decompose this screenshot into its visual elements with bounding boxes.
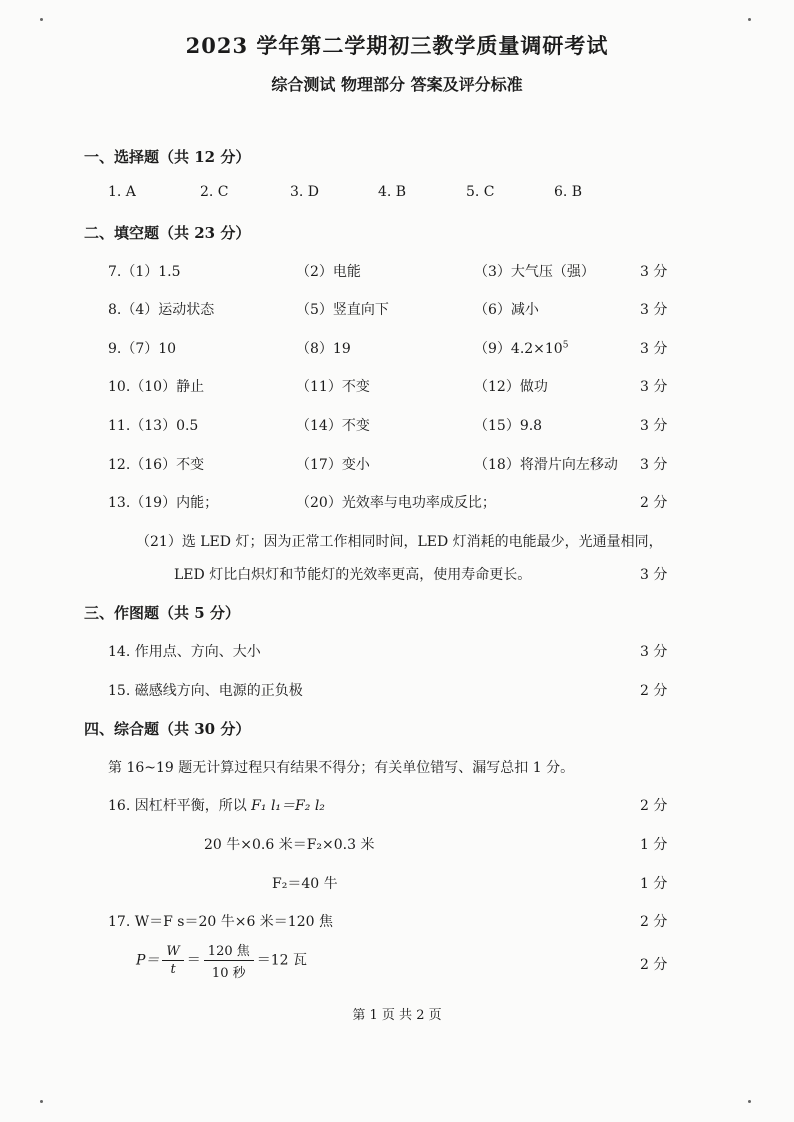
- fill-answer: （17）变小: [296, 457, 370, 473]
- mcq-answer: 6. B: [554, 184, 583, 200]
- score: 2 分: [640, 957, 668, 973]
- torque-formula: F₁ l₁＝F₂ l₂: [251, 798, 325, 814]
- q13-21-line2: LED 灯比白炽灯和节能灯的光效率更高，使用寿命更长。: [174, 567, 532, 583]
- fill-answer: （15）9.8: [474, 418, 543, 434]
- fill-answer: （3）大气压（强）: [474, 264, 595, 280]
- fill-answer: 11.（13）0.5: [108, 418, 199, 434]
- fill-answer: （18）将滑片向左移动: [474, 457, 618, 473]
- q17-power-formula: [136, 940, 307, 981]
- fill-answer-with-exponent: $(9)4.2\times 10^5$: [474, 340, 569, 357]
- q17-line1: 17. W＝F s＝20 牛×6 米＝120 焦: [108, 914, 333, 930]
- q13-21-line1: （21）选 LED 灯；因为正常工作相同时间，LED 灯消耗的电能最少，光通量相同，: [136, 534, 663, 550]
- power-lhs: P＝: [136, 952, 160, 969]
- fraction-numerator: 120 焦: [204, 940, 254, 961]
- fill-answer: （2）电能: [296, 264, 361, 280]
- section-heading-choice: 一、选择题（共 12 分）: [84, 148, 251, 166]
- fill-answer: 8.（4）运动状态: [108, 302, 215, 318]
- fill-answer: 13.（19）内能；: [108, 495, 219, 511]
- score: 1 分: [640, 837, 668, 853]
- score: 2 分: [640, 798, 668, 814]
- score: 3 分: [640, 457, 668, 473]
- page-footer: 第 1 页 共 2 页: [352, 1008, 442, 1023]
- fill-answer: （11）不变: [296, 379, 370, 395]
- score: 1 分: [640, 876, 668, 892]
- drawing-answer: 14. 作用点、方向、大小: [108, 644, 261, 660]
- page-title: 2023 学年第二学期初三教学质量调研考试: [185, 33, 609, 58]
- fill-answer: 10.（10）静止: [108, 379, 205, 395]
- score: 3 分: [640, 264, 668, 280]
- section-heading-drawing: 三、作图题（共 5 分）: [84, 604, 240, 622]
- scan-speck: [40, 18, 43, 21]
- fill-answer: （8）19: [296, 341, 351, 357]
- score: 3 分: [640, 567, 668, 583]
- page-subtitle: 综合测试 物理部分 答案及评分标准: [271, 75, 523, 94]
- fill-answer: （20）光效率与电功率成反比；: [296, 495, 496, 511]
- fill-answer: （5）竖直向下: [296, 302, 389, 318]
- fill-answer: （12）做功: [474, 379, 548, 395]
- fill-answer: 9.（7）10: [108, 341, 177, 357]
- scan-speck: [748, 1100, 751, 1103]
- q16-line1: 16. 因杠杆平衡，所以 F₁ l₁＝F₂ l₂: [108, 798, 325, 814]
- fraction-w-over-t: [162, 944, 183, 977]
- fill-answer: （6）减小: [474, 302, 539, 318]
- score: 3 分: [640, 302, 668, 318]
- q16-line2: 20 牛×0.6 米＝F₂×0.3 米: [204, 837, 375, 853]
- mcq-answer: 2. C: [200, 184, 229, 200]
- score: 2 分: [640, 683, 668, 699]
- fill-answer: （14）不变: [296, 418, 370, 434]
- fill-answer: 7.（1）1.5: [108, 264, 181, 280]
- scan-speck: [748, 18, 751, 21]
- mcq-answer: 4. B: [378, 184, 407, 200]
- scan-speck: [40, 1100, 43, 1103]
- fraction-values: [204, 940, 254, 981]
- equals-sign: ＝: [186, 952, 201, 969]
- section-heading-comprehensive: 四、综合题（共 30 分）: [84, 720, 251, 738]
- mcq-answer: 1. A: [108, 184, 136, 200]
- exponent: 5: [562, 340, 569, 351]
- fraction-numerator: W: [162, 944, 183, 961]
- mcq-answer: 3. D: [290, 184, 320, 200]
- score: 3 分: [640, 379, 668, 395]
- mcq-answer: 5. C: [466, 184, 495, 200]
- q16-line3: F₂＝40 牛: [272, 876, 338, 892]
- drawing-answer: 15. 磁感线方向、电源的正负极: [108, 683, 303, 699]
- score: 3 分: [640, 418, 668, 434]
- fraction-denominator: t: [170, 962, 176, 977]
- power-result: ＝12 瓦: [256, 952, 308, 969]
- section-heading-fill: 二、填空题（共 23 分）: [84, 224, 251, 242]
- score: 2 分: [640, 914, 668, 930]
- score: 3 分: [640, 341, 668, 357]
- scoring-note: 第 16~19 题无计算过程只有结果不得分；有关单位错写、漏写总扣 1 分。: [108, 760, 575, 776]
- fill-answer: 12.（16）不变: [108, 457, 205, 473]
- score: 3 分: [640, 644, 668, 660]
- score: 2 分: [640, 495, 668, 511]
- fraction-denominator: 10 秒: [211, 966, 246, 981]
